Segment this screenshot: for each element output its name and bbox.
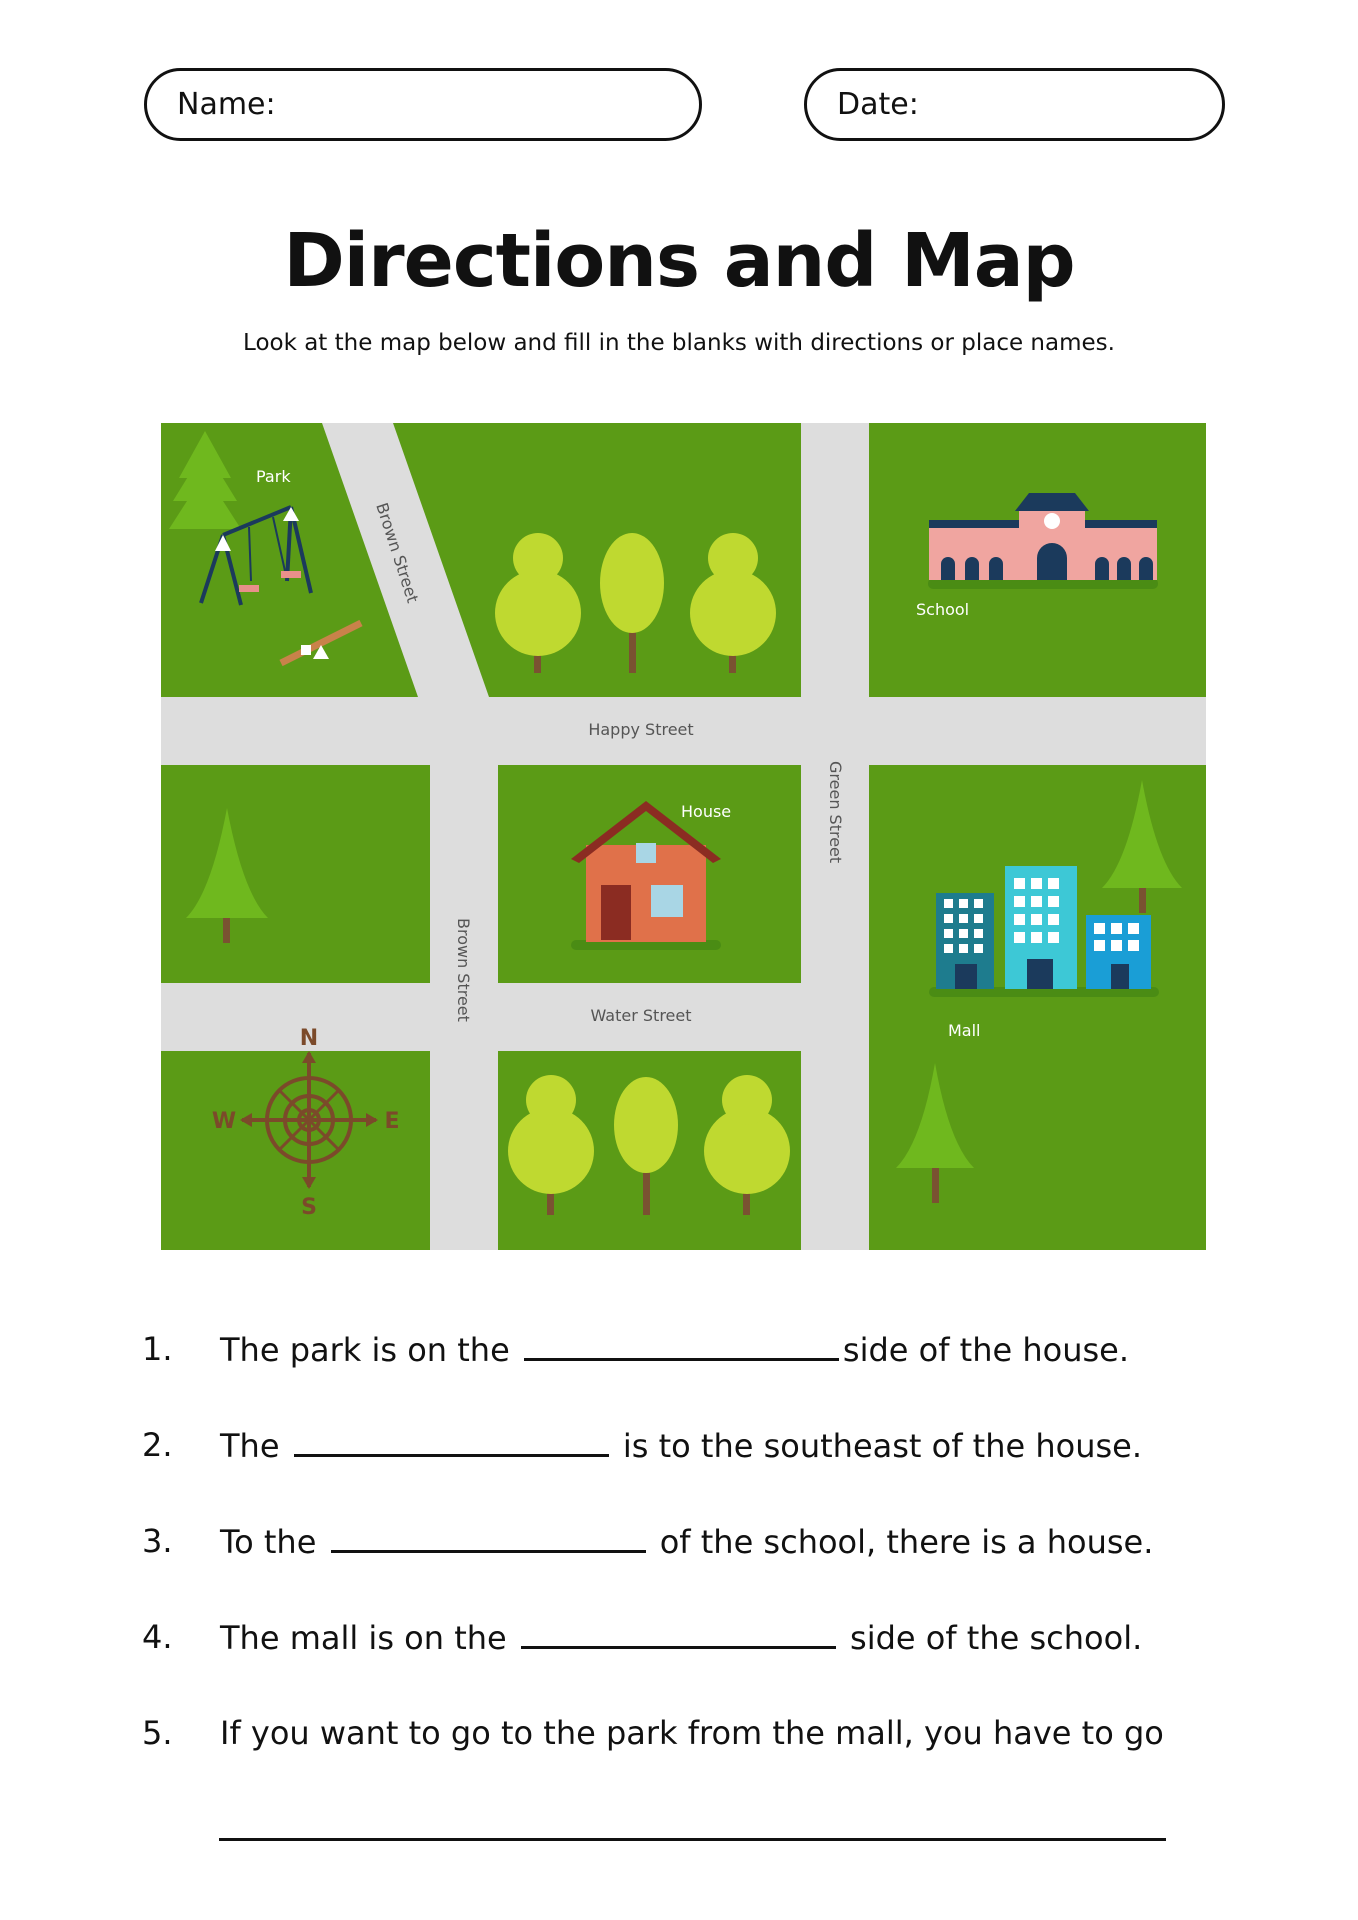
name-label: Name: xyxy=(177,87,276,122)
question-number: 5. xyxy=(142,1714,173,1752)
question-text-after: of the school, there is a house. xyxy=(649,1523,1154,1561)
date-field[interactable] xyxy=(804,68,1225,141)
trees-bottom xyxy=(508,1075,790,1215)
page-title: Directions and Map xyxy=(283,218,1075,304)
compass-e-label: E xyxy=(384,1109,400,1134)
neighborhood-map xyxy=(161,423,1206,1250)
answer-blank[interactable] xyxy=(294,1426,609,1457)
question-text-after: side of the school. xyxy=(839,1619,1143,1657)
question-text-before: If you want to go to the park from the mall, you have to go xyxy=(220,1714,1164,1752)
house-label: House xyxy=(681,802,732,821)
answer-blank[interactable] xyxy=(524,1330,839,1361)
question-text-after: is to the southeast of the house. xyxy=(612,1427,1142,1465)
question-5 xyxy=(142,1714,1242,1828)
question-text-before: To the xyxy=(220,1523,327,1561)
park-label: Park xyxy=(256,467,291,486)
question-text-before: The xyxy=(220,1427,290,1465)
trees-top xyxy=(495,533,776,673)
page-subtitle: Look at the map below and fill in the blanks with directions or place names. xyxy=(243,330,1115,356)
answer-blank[interactable] xyxy=(331,1522,646,1553)
question-text-after: side of the house. xyxy=(842,1331,1130,1369)
date-label: Date: xyxy=(837,87,919,122)
question-text-before: The mall is on the xyxy=(220,1619,517,1657)
question-number: 1. xyxy=(142,1330,173,1368)
question-number: 4. xyxy=(142,1618,173,1656)
question-number: 2. xyxy=(142,1426,173,1464)
happy-street-label: Happy Street xyxy=(588,720,694,739)
compass-w-label: W xyxy=(211,1109,237,1134)
school-label: School xyxy=(916,600,970,619)
swing-seat-1 xyxy=(239,585,259,592)
compass-n-label: N xyxy=(299,1026,319,1051)
water-street-label: Water Street xyxy=(590,1006,692,1025)
swing-seat-2 xyxy=(281,571,301,578)
green-street-label: Green Street xyxy=(826,761,845,864)
compass-s-label: S xyxy=(301,1195,317,1220)
answer-line-question-5[interactable] xyxy=(219,1838,1166,1841)
brown-street-upper-label: Brown Street xyxy=(372,500,423,606)
answer-blank[interactable] xyxy=(521,1618,836,1649)
mall-label: Mall xyxy=(948,1021,981,1040)
question-text-before: The park is on the xyxy=(220,1331,520,1369)
question-number: 3. xyxy=(142,1522,173,1560)
brown-street-lower-label: Brown Street xyxy=(454,918,473,1022)
name-field[interactable] xyxy=(144,68,702,141)
